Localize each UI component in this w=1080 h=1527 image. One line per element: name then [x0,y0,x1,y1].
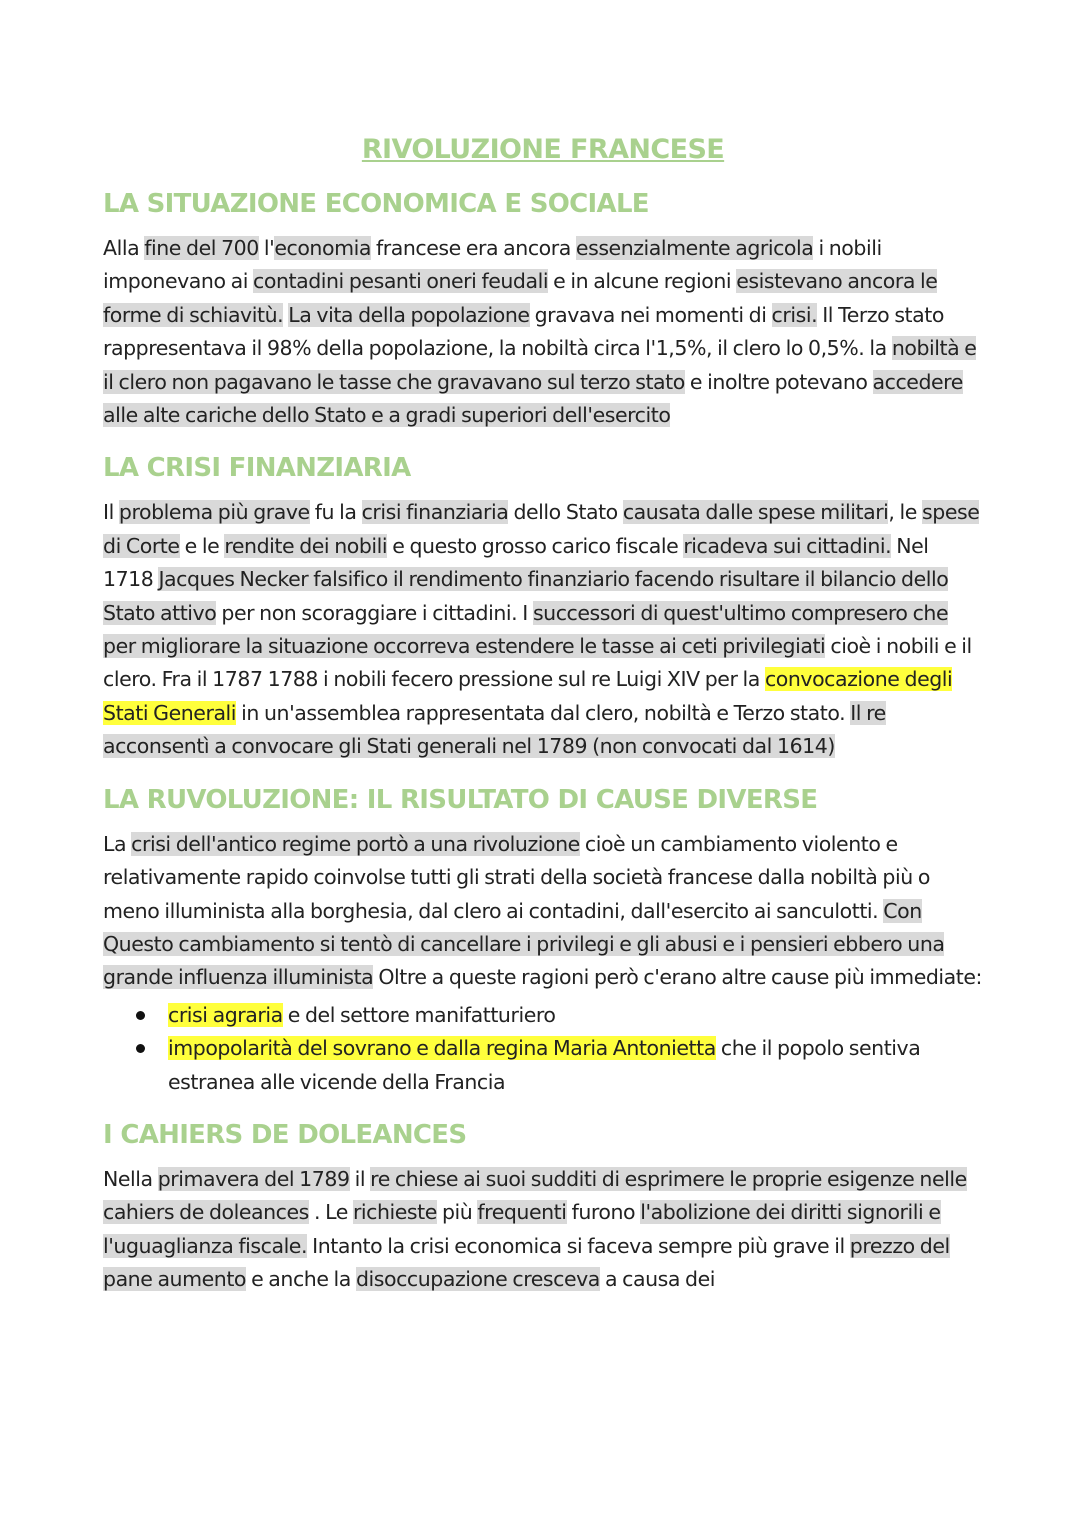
text-run: a causa dei [599,1267,716,1292]
highlighted-text: re chiese ai suoi sudditi di esprimere le proprie esigenze nelle cahiers de doleances [103,1166,967,1225]
highlighted-text: Con Questo cambiamento si tentò di cancellare i privilegi e gli abusi e i pensieri ebbero una grande influenza illuminista [103,898,945,990]
highlighted-text: causata dalle spese militari [622,500,889,525]
highlighted-text: crisi. [771,302,818,327]
highlighted-text: accedere alle alte cariche dello Stato e a gradi superiori dell'esercito [103,369,963,428]
text-run: e le [179,533,225,558]
text-run: Oltre a queste ragioni però c'erano altre cause più immediate: [373,965,982,990]
text-run: in un'assemblea rappresentata dal clero, nobiltà e Terzo stato. [236,700,851,725]
highlighted-text: richieste [352,1200,437,1225]
highlighted-text: prezzo del pane aumento [103,1233,950,1292]
text-run: cioè i nobili e il clero. Fra il 1787 1788 i nobili fecero pressione sul re Luigi XIV per la [103,634,972,692]
text-run: che il popolo sentiva estranea alle vicende della Francia [168,1036,921,1094]
section-heading: LA CRISI FINANZIARIA [103,453,411,484]
highlighted-text: Il re acconsentì a convocare gli Stati generali nel 1789 (non convocati dal 1614) [103,700,886,759]
highlighted-text: La vita della popolazione [288,302,530,327]
text-run: l' [258,236,275,260]
sections-container [103,184,983,1297]
text-run: per non scoraggiare i cittadini. I [216,600,533,625]
text-run: Intanto la crisi economica si faceva sempre più grave il [307,1233,850,1258]
highlighted-text: contadini pesanti oneri feudali [253,269,549,294]
text-run: fu la [309,500,362,525]
document-page [103,120,983,1297]
text-run: i nobili imponevano ai [103,236,882,294]
text-run: Il Terzo stato rappresentava il 98% della popolazione, la nobiltà circa l'1,5%, il clero lo 0,5%. la [103,302,944,361]
bullet-icon [136,1044,145,1053]
highlighted-text: rendite dei nobili [224,533,388,558]
paragraph [103,828,983,995]
highlighted-text: crisi finanziaria [361,500,509,525]
highlighted-text: problema più grave [118,500,310,525]
paragraph [103,232,983,432]
highlighted-text: successori di quest'ultimo compresero che per migliorare la situazione occorreva estendere le tasse ai ceti privilegiati [103,600,949,659]
text-run: . Le [308,1200,353,1225]
text-run: Il [103,500,119,525]
text-run: La [103,831,132,856]
text-run: più [436,1200,478,1225]
highlighted-text: ricadeva sui cittadini. [683,533,892,558]
list-item [103,1032,983,1099]
list-item [103,999,983,1032]
page-title: RIVOLUZIONE FRANCESE [361,134,725,165]
yellow-highlighted-text: crisi agraria [168,1002,283,1027]
text-run: gravava nei momenti di [529,302,772,327]
paragraph [103,1163,983,1297]
bullet-icon [136,1011,145,1020]
highlighted-text: nobiltà e il clero non pagavano le tasse che gravavano sul terzo stato [103,336,977,394]
yellow-highlighted-text: convocazione degli Stati Generali [103,667,953,725]
section-heading: LA SITUAZIONE ECONOMICA E SOCIALE [103,189,649,219]
text-run: il [349,1166,371,1191]
highlighted-text: disoccupazione cresceva [355,1267,600,1292]
text-run: Nel 1718 [103,533,929,592]
yellow-highlighted-text: impopolarità del sovrano e dalla regina Maria Antonietta [168,1036,716,1061]
highlighted-text: spese di Corte [103,500,980,558]
highlighted-text: essenzialmente agricola [575,236,814,260]
text-run: e inoltre potevano [684,369,873,394]
highlighted-text: primavera del 1789 [157,1166,350,1191]
text-run: dello Stato [508,500,623,525]
text-run: cioè un cambiamento violento e relativamente rapido coinvolse tutti gli strati della società francese dalla nobiltà più o meno illuminista alla borghesia, dal clero ai contadini, dall'esercito ai sanculotti. [103,831,930,923]
highlighted-text: l'abolizione dei diritti signorili e l'uguaglianza fiscale. [103,1200,941,1258]
text-run: e anche la [246,1267,356,1292]
text-run: Nella [103,1166,158,1191]
text-run: e in alcune regioni [548,269,737,294]
text-run: e questo grosso carico fiscale [387,533,684,558]
highlighted-text: fine del 700 [144,236,259,260]
text-run: e del settore manifatturiero [282,1002,556,1027]
text-run: , le [888,500,923,525]
highlighted-text: Jacques Necker falsifico il rendimento finanziario facendo risultare il bilancio dello Stato attivo [103,567,949,625]
highlighted-text: economia [274,236,371,260]
paragraph [103,496,983,763]
section-heading: LA RUVOLUZIONE: IL RISULTATO DI CAUSE DIVERSE [103,784,818,815]
highlighted-text: frequenti [477,1200,567,1225]
text-run: Alla [103,236,145,260]
highlighted-text: crisi dell'antico regime portò a una rivoluzione [131,831,580,856]
text-run: francese era ancora [370,236,576,260]
text-run: furono [566,1200,641,1225]
highlighted-text: esistevano ancora le forme di schiavitù. [103,269,938,327]
bullet-list [103,999,983,1099]
section-heading: I CAHIERS DE DOLEANCES [103,1119,467,1150]
